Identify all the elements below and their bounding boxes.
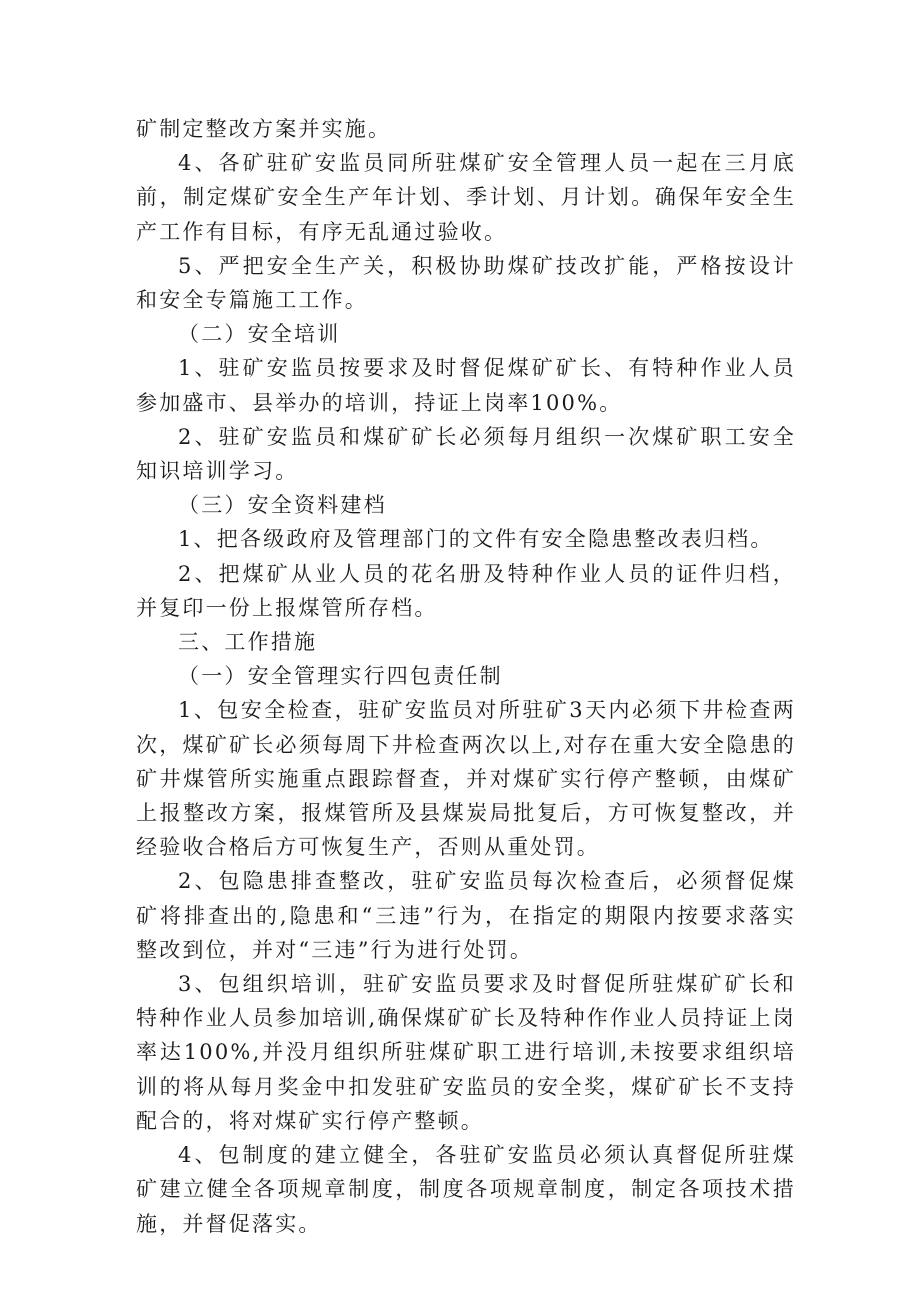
paragraph-responsibility-training: 3、包组织培训，驻矿安监员要求及时督促所驻煤矿矿长和特种作业人员参加培训,确保煤矿矿长及特种作作业人员持证上岗率达100%,并没月组织所驻煤矿职工进行培训,未按要求组织培训的将从每月奖金中扣发驻矿安监员的安全奖，煤矿矿长不支持配合的，将对煤矿实行停产整顿。 xyxy=(136,972,796,1133)
paragraph-archives-item-2: 2、把煤矿从业人员的花名册及特种作业人员的证件归档，并复印一份上报煤管所存档。 xyxy=(136,561,796,620)
paragraph-item-4-plans: 4、各矿驻矿安监员同所驻煤矿安全管理人员一起在三月底前，制定煤矿安全生产年计划、季计划、月计划。确保年安全生产工作有目标，有序无乱通过验收。 xyxy=(136,151,796,244)
paragraph-archives-item-1: 1、把各级政府及管理部门的文件有安全隐患整改表归档。 xyxy=(178,527,774,552)
paragraph-training-item-1: 1、驻矿安监员按要求及时督促煤矿矿长、有特种作业人员参加盛市、县举办的培训，持证上岗率100%。 xyxy=(136,356,796,415)
section-heading-safety-archives: （三）安全资料建档 xyxy=(178,493,387,518)
section-heading-four-responsibilities: （一）安全管理实行四包责任制 xyxy=(178,664,503,689)
paragraph-training-item-2: 2、驻矿安监员和煤矿矿长必须每月组织一次煤矿职工安全知识培训学习。 xyxy=(136,424,796,484)
paragraph-item-5-production: 5、严把安全生产关，积极协助煤矿技改扩能，严格按设计和安全专篇施工工作。 xyxy=(136,253,796,313)
section-heading-safety-training: （二）安全培训 xyxy=(178,322,341,347)
document-body xyxy=(136,112,796,1241)
paragraph-responsibility-hazards: 2、包隐患排查整改，驻矿安监员每次检查后，必须督促煤矿将排查出的,隐患和“三违”行为，在指定的期限内按要求落实整改到位，并对“三违”行为进行处罚。 xyxy=(136,869,796,962)
paragraph-responsibility-regulations: 4、包制度的建立健全，各驻矿安监员必须认真督促所驻煤矿建立健全各项规章制度，制度各项规章制度，制定各项技术措施，并督促落实。 xyxy=(136,1143,796,1236)
paragraph-responsibility-inspection: 1、包安全检查，驻矿安监员对所驻矿3天内必须下井检查两次，煤矿矿长必须每周下井检查两次以上,对存在重大安全隐患的矿井煤管所实施重点跟踪督查，并对煤矿实行停产整顿，由煤矿上报整改方案，报煤管所及县煤炭局批复后，方可恢复整改，并经验收合格后方可恢复生产，否则从重处罚。 xyxy=(136,698,796,860)
section-heading-work-measures: 三、工作措施 xyxy=(178,630,318,655)
paragraph-continuation: 矿制定整改方案并实施。 xyxy=(136,117,392,141)
